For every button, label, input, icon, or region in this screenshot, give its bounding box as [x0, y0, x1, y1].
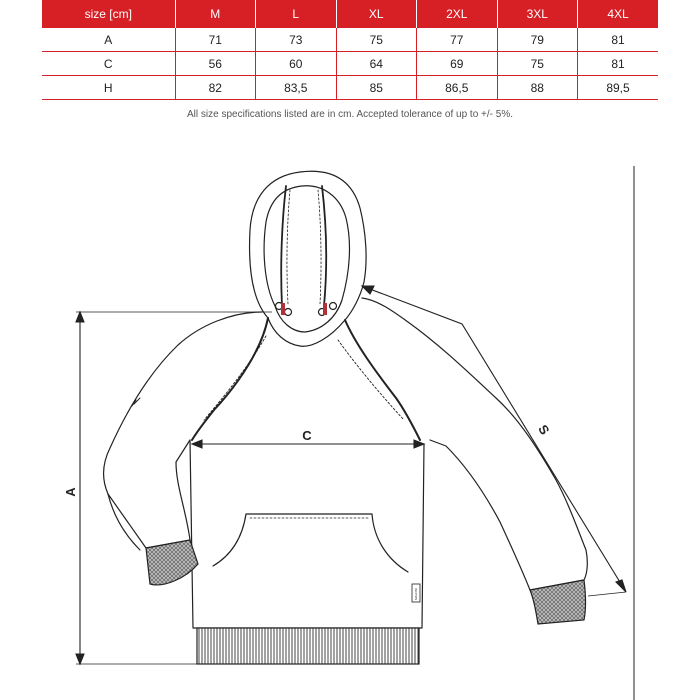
table-cell: 85: [336, 76, 417, 100]
header-l: L: [256, 0, 337, 28]
table-cell: 60: [256, 52, 337, 76]
label-s: S: [535, 421, 553, 438]
table-cell: 81: [578, 52, 659, 76]
table-cell: 89,5: [578, 76, 659, 100]
table-cell: 64: [336, 52, 417, 76]
table-cell: 75: [497, 52, 578, 76]
left-cuff: [146, 540, 198, 585]
table-cell: 69: [417, 52, 498, 76]
table-cell: 79: [497, 28, 578, 52]
size-note: All size specifications listed are in cm. Accepted tolerance of up to +/- 5%.: [187, 109, 513, 120]
header-xl: XL: [336, 0, 417, 28]
row-label: C: [42, 52, 175, 76]
row-label: A: [42, 28, 175, 52]
table-cell: 56: [175, 52, 256, 76]
table-cell: 77: [417, 28, 498, 52]
brand-tag-label: MALFINI: [414, 588, 418, 600]
right-cuff: [530, 580, 586, 624]
table-cell: 75: [336, 28, 417, 52]
table-cell: 73: [256, 28, 337, 52]
table-cell: 81: [578, 28, 659, 52]
label-a: A: [63, 487, 78, 497]
table-cell: 83,5: [256, 76, 337, 100]
header-m: M: [175, 0, 256, 28]
left-sleeve: [104, 312, 262, 548]
header-4xl: 4XL: [578, 0, 659, 28]
table-cell: 82: [175, 76, 256, 100]
header-size: size [cm]: [42, 0, 175, 28]
kangaroo-pocket: [213, 514, 408, 572]
header-3xl: 3XL: [497, 0, 578, 28]
drawcord-eyelets: [276, 303, 337, 316]
waistband: [197, 628, 419, 664]
table-cell: 86,5: [417, 76, 498, 100]
label-c: C: [302, 428, 312, 443]
header-2xl: 2XL: [417, 0, 498, 28]
table-cell: 88: [497, 76, 578, 100]
torso: [190, 440, 424, 628]
table-cell: 71: [175, 28, 256, 52]
row-label: H: [42, 76, 175, 100]
